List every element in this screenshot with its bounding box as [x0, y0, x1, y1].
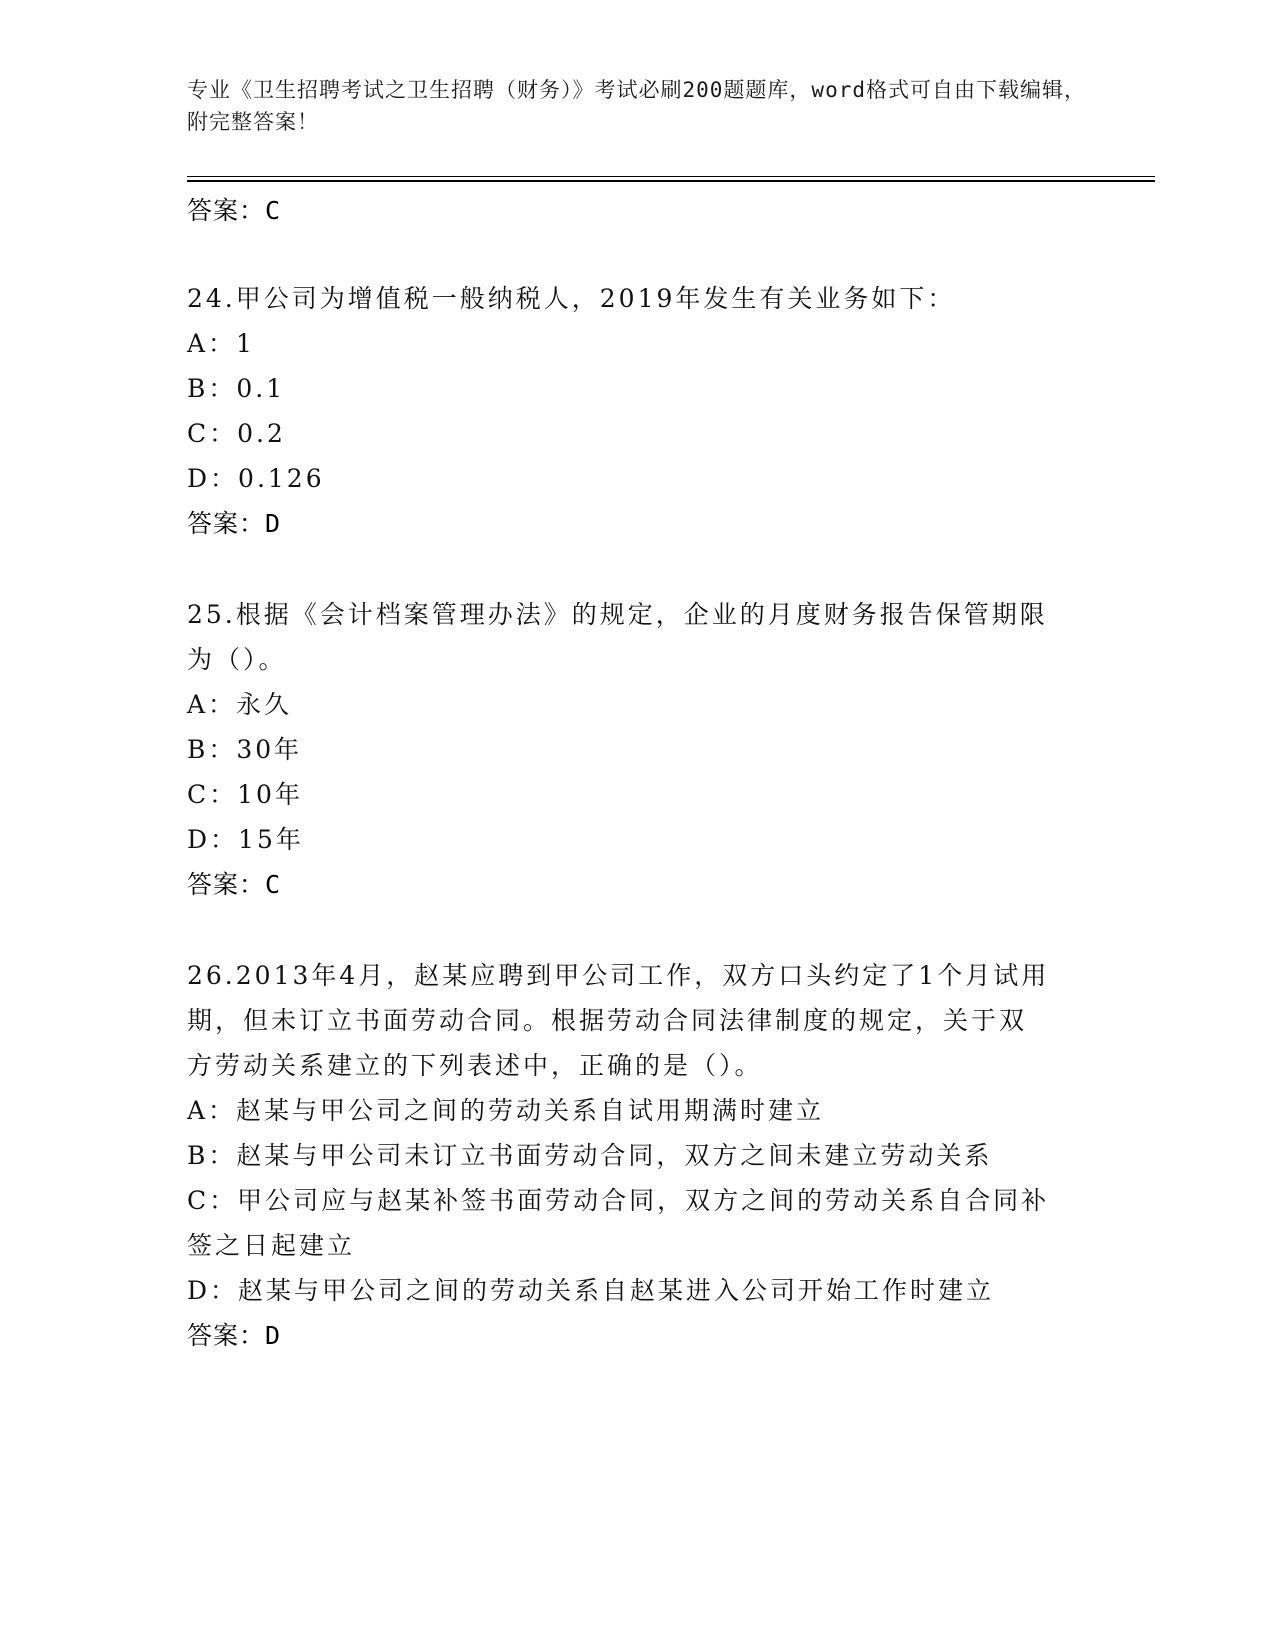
- document-body: [187, 188, 1087, 1358]
- option-d: D：15年: [187, 825, 304, 854]
- option-a: A：1: [187, 329, 255, 358]
- question-block: [187, 592, 1087, 907]
- option-c: C：10年: [187, 780, 303, 809]
- option-b: B：0.1: [187, 374, 286, 403]
- question-stem: 24.甲公司为增值税一般纳税人，2019年发生有关业务如下：: [187, 284, 956, 313]
- option-b: B：赵某与甲公司未订立书面劳动合同，双方之间未建立劳动关系: [187, 1141, 993, 1170]
- question-stem: 25.根据《会计档案管理办法》的规定，企业的月度财务报告保管期限: [187, 600, 1048, 629]
- question-stem-continued: 期，但未订立书面劳动合同。根据劳动合同法律制度的规定，关于双: [187, 1006, 1028, 1035]
- answer-label: 答案：D: [187, 509, 282, 538]
- option-c: C：0.2: [187, 419, 286, 448]
- question-stem-continued: 为（）。: [187, 645, 287, 674]
- question-block: [187, 276, 1087, 546]
- option-b: B：30年: [187, 735, 303, 764]
- document-header: 专业《卫生招聘考试之卫生招聘（财务）》考试必刷200题题库，word格式可自由下载编辑，附完整答案！: [187, 78, 1086, 134]
- option-a: A：赵某与甲公司之间的劳动关系自试用期满时建立: [187, 1096, 825, 1125]
- option-d: D：0.126: [187, 464, 325, 493]
- question-stem-continued: 方劳动关系建立的下列表述中，正确的是（）。: [187, 1051, 763, 1080]
- answer-label: 答案：C: [187, 870, 282, 899]
- header-divider-thin: [187, 176, 1155, 177]
- header-divider-thick: [187, 180, 1155, 182]
- answer-label: 答案：D: [187, 1321, 282, 1350]
- question-stem: 26.2013年4月，赵某应聘到甲公司工作，双方口头约定了1个月试用: [187, 961, 1050, 990]
- option-a: A：永久: [187, 690, 293, 719]
- option-d: D：赵某与甲公司之间的劳动关系自赵某进入公司开始工作时建立: [187, 1276, 995, 1305]
- question-block: [187, 953, 1087, 1358]
- option-c: C：甲公司应与赵某补签书面劳动合同，双方之间的劳动关系自合同补 签之日起建立: [187, 1186, 1050, 1260]
- answer-label: 答案：C: [187, 196, 282, 225]
